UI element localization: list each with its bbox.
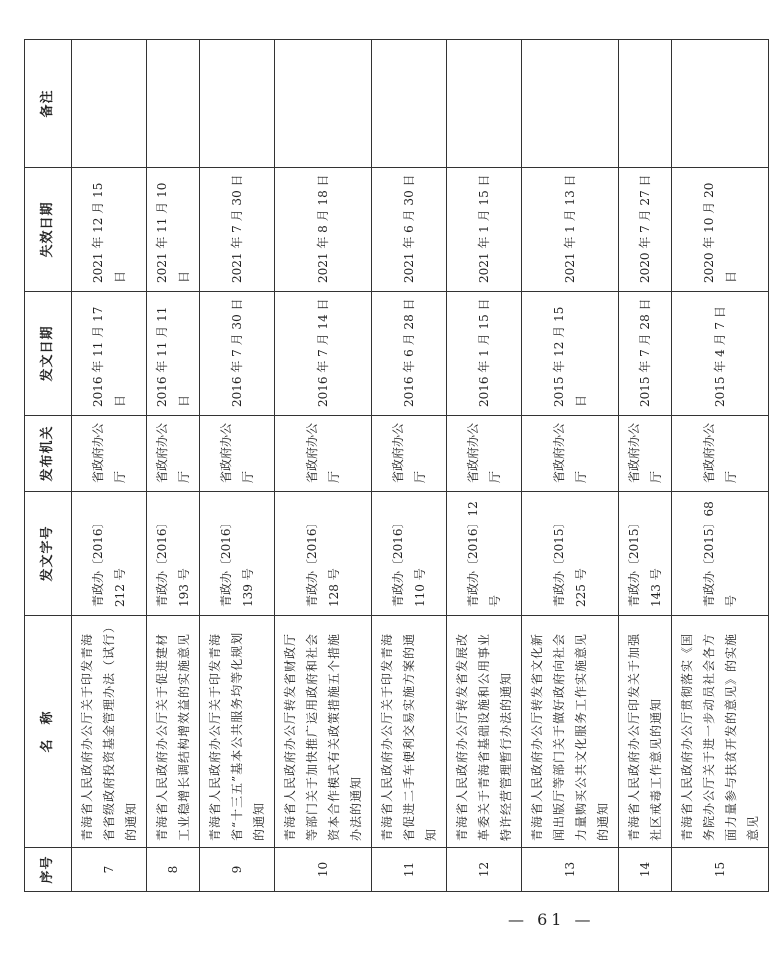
cell-name: 青海省人民政府办公厅关于印发青海省促进二手车便利交易实施方案的通知: [372, 616, 447, 848]
cell-issue-date: 2016 年 11 月 17 日: [72, 292, 147, 416]
cell-no: 9: [200, 848, 275, 892]
cell-name: 青海省人民政府办公厅转发省财政厅等部门关于加快推广运用政府和社会资本合作模式有关政策措施五个措施办法的通知: [275, 616, 372, 848]
cell-no: 13: [522, 848, 619, 892]
cell-no: 8: [147, 848, 200, 892]
cell-note: [522, 40, 619, 168]
table-row: [372, 40, 447, 892]
cell-note: [619, 40, 672, 168]
cell-issue-date: 2016 年 7 月 14 日: [275, 292, 372, 416]
header-name: 名 称: [25, 616, 72, 848]
table-row: [447, 40, 522, 892]
cell-expire-date: 2020 年 7 月 27 日: [619, 168, 672, 292]
cell-org: 省政府办公厅: [447, 416, 522, 492]
table-row: [147, 40, 200, 892]
cell-doc-no: 青政办〔2016〕128 号: [275, 492, 372, 616]
header-expire-date: 失效日期: [25, 168, 72, 292]
cell-expire-date: 2021 年 1 月 15 日: [447, 168, 522, 292]
cell-no: 14: [619, 848, 672, 892]
cell-name: 青海省人民政府办公厅关于促进建材工业稳增长调结构增效益的实施意见: [147, 616, 200, 848]
cell-doc-no: 青政办〔2016〕12 号: [447, 492, 522, 616]
cell-doc-no: 青政办〔2016〕193 号: [147, 492, 200, 616]
cell-no: 12: [447, 848, 522, 892]
cell-org: 省政府办公厅: [372, 416, 447, 492]
cell-issue-date: 2016 年 6 月 28 日: [372, 292, 447, 416]
table-row: [672, 40, 769, 892]
header-issue-date: 发文日期: [25, 292, 72, 416]
cell-no: 10: [275, 848, 372, 892]
table-body: [72, 40, 769, 892]
cell-note: [147, 40, 200, 168]
cell-no: 7: [72, 848, 147, 892]
cell-name: 青海省人民政府办公厅印发关于加强社区戒毒工作意见的通知: [619, 616, 672, 848]
header-no: 序号: [25, 848, 72, 892]
cell-org: 省政府办公厅: [275, 416, 372, 492]
cell-expire-date: 2020 年 10 月 20 日: [672, 168, 769, 292]
cell-expire-date: 2021 年 1 月 13 日: [522, 168, 619, 292]
cell-note: [200, 40, 275, 168]
cell-expire-date: 2021 年 6 月 30 日: [372, 168, 447, 292]
cell-org: 省政府办公厅: [147, 416, 200, 492]
cell-doc-no: 青政办〔2015〕225 号: [522, 492, 619, 616]
header-note: 备注: [25, 40, 72, 168]
cell-issue-date: 2015 年 12 月 15 日: [522, 292, 619, 416]
cell-name: 青海省人民政府办公厅关于印发青海省省级政府投资基金管理办法（试行）的通知: [72, 616, 147, 848]
cell-org: 省政府办公厅: [200, 416, 275, 492]
cell-expire-date: 2021 年 8 月 18 日: [275, 168, 372, 292]
cell-issue-date: 2015 年 4 月 7 日: [672, 292, 769, 416]
cell-expire-date: 2021 年 7 月 30 日: [200, 168, 275, 292]
cell-issue-date: 2016 年 7 月 30 日: [200, 292, 275, 416]
table-header-row: [25, 40, 72, 892]
cell-note: [447, 40, 522, 168]
cell-name: 青海省人民政府办公厅关于印发青海省“十三五”基本公共服务均等化规划的通知: [200, 616, 275, 848]
cell-expire-date: 2021 年 12 月 15 日: [72, 168, 147, 292]
cell-name: 青海省人民政府办公厅转发省文化新闻出版厅等部门关于做好政府向社会力量购买公共文化服务工作实施意见的通知: [522, 616, 619, 848]
table-row: [200, 40, 275, 892]
cell-issue-date: 2016 年 1 月 15 日: [447, 292, 522, 416]
header-org: 发布机关: [25, 416, 72, 492]
cell-name: 青海省人民政府办公厅贯彻落实《国务院办公厅关于进一步动员社会各方面力量参与扶贫开发的意见》的实施意见: [672, 616, 769, 848]
cell-no: 11: [372, 848, 447, 892]
cell-doc-no: 青政办〔2015〕143 号: [619, 492, 672, 616]
cell-name: 青海省人民政府办公厅转发省发展改革委关于青海省基础设施和公用事业特许经营管理暂行办法的通知: [447, 616, 522, 848]
cell-note: [72, 40, 147, 168]
page-number: — 61 —: [508, 910, 595, 929]
header-doc-no: 发文字号: [25, 492, 72, 616]
cell-no: 15: [672, 848, 769, 892]
cell-org: 省政府办公厅: [522, 416, 619, 492]
table-row: [72, 40, 147, 892]
cell-org: 省政府办公厅: [72, 416, 147, 492]
rotated-table-container: [24, 40, 760, 892]
cell-issue-date: 2015 年 7 月 28 日: [619, 292, 672, 416]
cell-note: [275, 40, 372, 168]
cell-doc-no: 青政办〔2016〕110 号: [372, 492, 447, 616]
cell-doc-no: 青政办〔2016〕139 号: [200, 492, 275, 616]
cell-org: 省政府办公厅: [619, 416, 672, 492]
table-row: [275, 40, 372, 892]
cell-note: [672, 40, 769, 168]
cell-issue-date: 2016 年 11 月 11 日: [147, 292, 200, 416]
table-row: [619, 40, 672, 892]
cell-note: [372, 40, 447, 168]
cell-expire-date: 2021 年 11 月 10 日: [147, 168, 200, 292]
cell-doc-no: 青政办〔2016〕212 号: [72, 492, 147, 616]
regulations-table: [24, 39, 769, 892]
cell-org: 省政府办公厅: [672, 416, 769, 492]
landscape-page: [24, 40, 760, 892]
table-row: [522, 40, 619, 892]
cell-doc-no: 青政办〔2015〕68 号: [672, 492, 769, 616]
